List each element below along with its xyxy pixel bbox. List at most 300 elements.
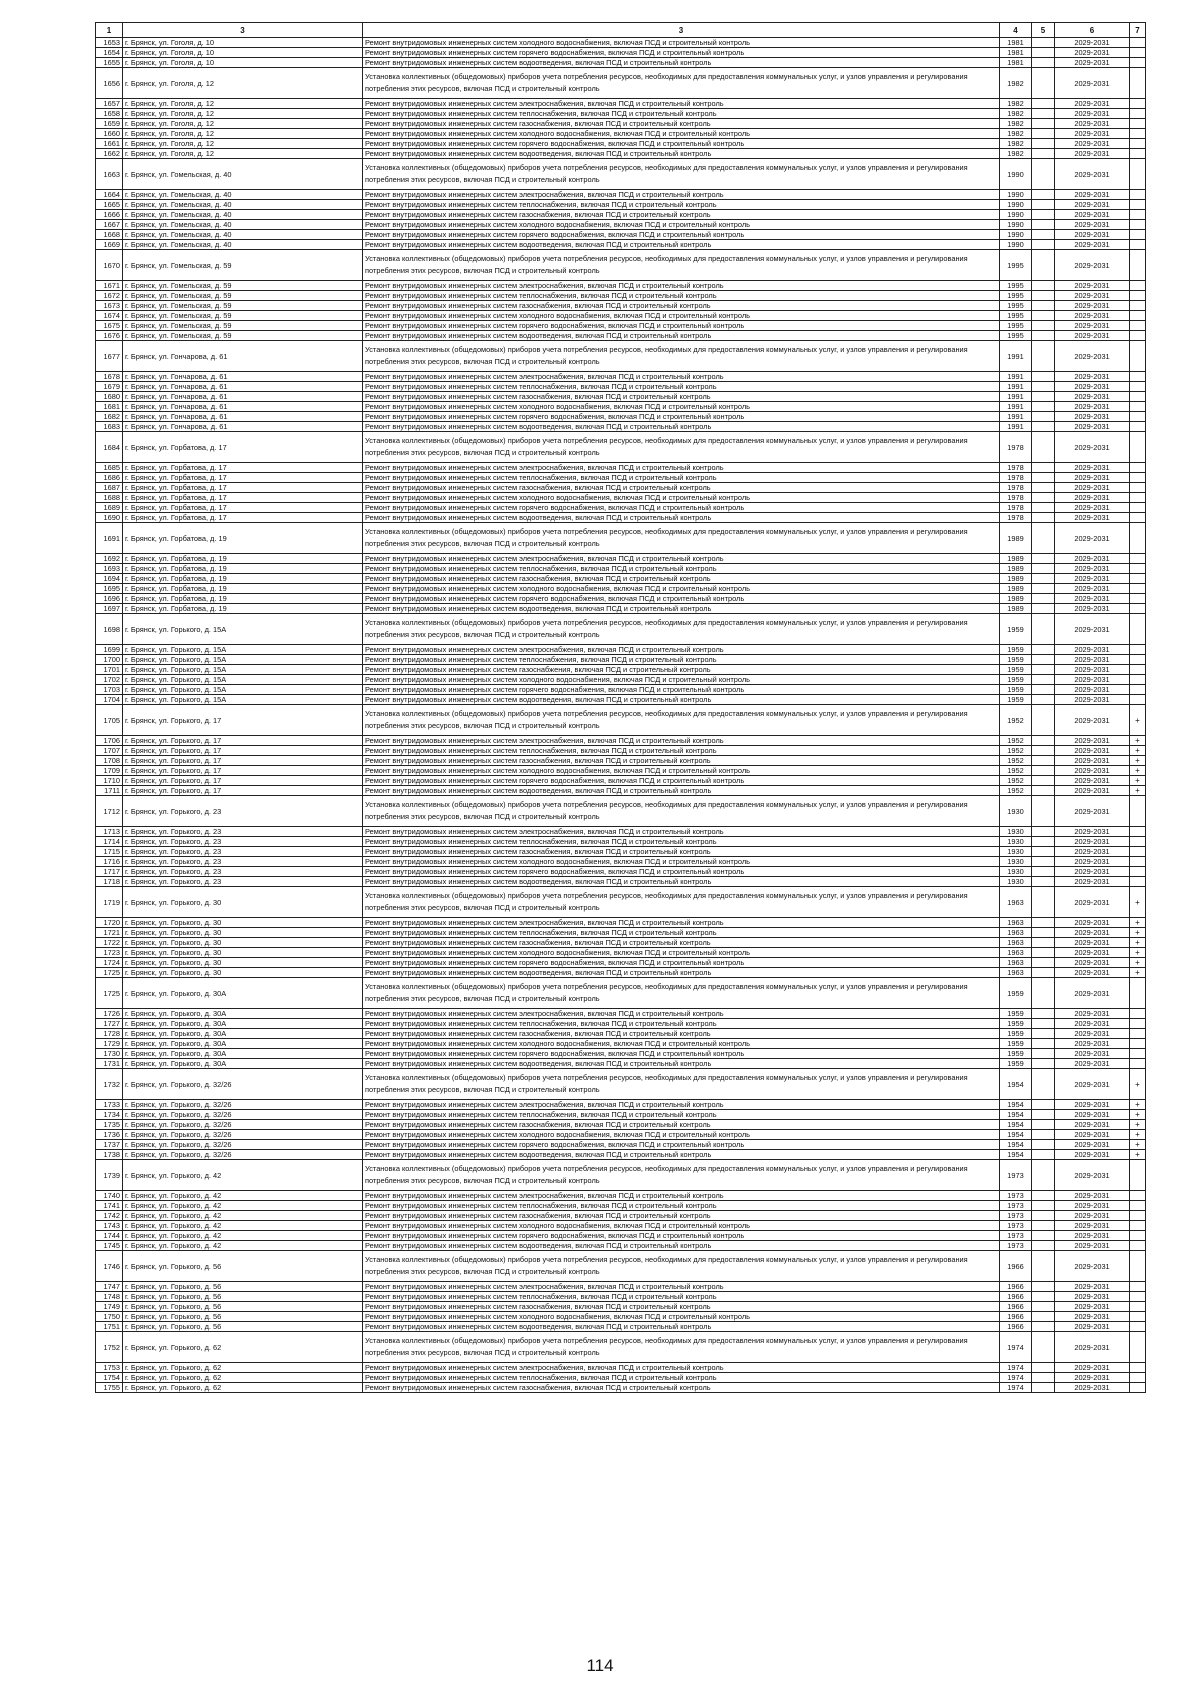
row-flag (1130, 291, 1146, 301)
row-work-type: Установка коллективных (общедомовых) приборов учета потребления ресурсов, необходимых для предоставления коммунальных услуг, и узлов управления и регулирования потребления этих ресурсов, включая ПСД и строительный контроль (363, 1160, 1000, 1191)
row-number: 1673 (96, 301, 123, 311)
row-number: 1731 (96, 1059, 123, 1069)
row-build-year: 1930 (1000, 877, 1032, 887)
row-col5 (1032, 1282, 1055, 1292)
table-row (96, 847, 1146, 857)
row-address: г. Брянск, ул. Горбатова, д. 17 (123, 473, 363, 483)
row-period: 2029-2031 (1055, 1019, 1130, 1029)
row-col5 (1032, 564, 1055, 574)
row-build-year: 1966 (1000, 1251, 1032, 1282)
row-work-type: Установка коллективных (общедомовых) приборов учета потребления ресурсов, необходимых для предоставления коммунальных услуг, и узлов управления и регулирования потребления этих ресурсов, включая ПСД и строительный контроль (363, 250, 1000, 281)
row-period: 2029-2031 (1055, 1201, 1130, 1211)
header-cell-address: 3 (123, 23, 363, 38)
row-work-type: Ремонт внутридомовых инженерных систем электроснабжения, включая ПСД и строительный контроль (363, 281, 1000, 291)
row-work-type: Установка коллективных (общедомовых) приборов учета потребления ресурсов, необходимых для предоставления коммунальных услуг, и узлов управления и регулирования потребления этих ресурсов, включая ПСД и строительный контроль (363, 159, 1000, 190)
row-work-type: Установка коллективных (общедомовых) приборов учета потребления ресурсов, необходимых для предоставления коммунальных услуг, и узлов управления и регулирования потребления этих ресурсов, включая ПСД и строительный контроль (363, 68, 1000, 99)
row-period: 2029-2031 (1055, 1383, 1130, 1393)
table-row (96, 48, 1146, 58)
row-number: 1690 (96, 513, 123, 523)
row-period: 2029-2031 (1055, 1039, 1130, 1049)
row-number: 1691 (96, 523, 123, 554)
row-build-year: 1959 (1000, 685, 1032, 695)
row-build-year: 1966 (1000, 1312, 1032, 1322)
row-col5 (1032, 928, 1055, 938)
row-address: г. Брянск, ул. Гомельская, д. 40 (123, 200, 363, 210)
row-build-year: 1991 (1000, 402, 1032, 412)
row-work-type: Ремонт внутридомовых инженерных систем теплоснабжения, включая ПСД и строительный контроль (363, 564, 1000, 574)
row-work-type: Ремонт внутридомовых инженерных систем теплоснабжения, включая ПСД и строительный контроль (363, 109, 1000, 119)
row-number: 1744 (96, 1231, 123, 1241)
table-row (96, 1383, 1146, 1393)
row-col5 (1032, 392, 1055, 402)
row-period: 2029-2031 (1055, 938, 1130, 948)
row-number: 1717 (96, 867, 123, 877)
row-number: 1747 (96, 1282, 123, 1292)
row-period: 2029-2031 (1055, 1241, 1130, 1251)
table-row (96, 301, 1146, 311)
row-work-type: Установка коллективных (общедомовых) приборов учета потребления ресурсов, необходимых для предоставления коммунальных услуг, и узлов управления и регулирования потребления этих ресурсов, включая ПСД и строительный контроль (363, 432, 1000, 463)
header-cell-work: 3 (363, 23, 1000, 38)
row-build-year: 1995 (1000, 321, 1032, 331)
row-address: г. Брянск, ул. Гоголя, д. 12 (123, 68, 363, 99)
row-number: 1705 (96, 705, 123, 736)
row-period: 2029-2031 (1055, 473, 1130, 483)
row-build-year: 1974 (1000, 1383, 1032, 1393)
table-row (96, 1140, 1146, 1150)
row-flag: + (1130, 756, 1146, 766)
row-build-year: 1989 (1000, 584, 1032, 594)
row-address: г. Брянск, ул. Гончарова, д. 61 (123, 402, 363, 412)
row-build-year: 1982 (1000, 129, 1032, 139)
row-period: 2029-2031 (1055, 503, 1130, 513)
row-address: г. Брянск, ул. Гончарова, д. 61 (123, 422, 363, 432)
row-flag: + (1130, 746, 1146, 756)
row-build-year: 1995 (1000, 331, 1032, 341)
header-row (96, 23, 1146, 38)
row-address: г. Брянск, ул. Горького, д. 32/26 (123, 1110, 363, 1120)
row-build-year: 1990 (1000, 159, 1032, 190)
row-build-year: 1989 (1000, 564, 1032, 574)
table-row (96, 119, 1146, 129)
row-flag (1130, 99, 1146, 109)
row-work-type: Ремонт внутридомовых инженерных систем холодного водоснабжения, включая ПСД и строительный контроль (363, 584, 1000, 594)
row-build-year: 1989 (1000, 554, 1032, 564)
row-work-type: Ремонт внутридомовых инженерных систем электроснабжения, включая ПСД и строительный контроль (363, 827, 1000, 837)
row-address: г. Брянск, ул. Горького, д. 23 (123, 867, 363, 877)
table-row (96, 281, 1146, 291)
row-build-year: 1952 (1000, 786, 1032, 796)
row-period: 2029-2031 (1055, 331, 1130, 341)
row-flag (1130, 1312, 1146, 1322)
row-address: г. Брянск, ул. Горького, д. 56 (123, 1292, 363, 1302)
row-address: г. Брянск, ул. Гомельская, д. 59 (123, 301, 363, 311)
row-flag (1130, 1322, 1146, 1332)
row-work-type: Ремонт внутридомовых инженерных систем водоотведения, включая ПСД и строительный контроль (363, 604, 1000, 614)
row-period: 2029-2031 (1055, 321, 1130, 331)
row-flag (1130, 554, 1146, 564)
row-number: 1653 (96, 38, 123, 48)
table-row (96, 675, 1146, 685)
row-address: г. Брянск, ул. Горького, д. 23 (123, 827, 363, 837)
row-number: 1715 (96, 847, 123, 857)
row-build-year: 1974 (1000, 1332, 1032, 1363)
row-number: 1667 (96, 220, 123, 230)
row-build-year: 1959 (1000, 675, 1032, 685)
row-build-year: 1959 (1000, 645, 1032, 655)
row-flag (1130, 159, 1146, 190)
row-address: г. Брянск, ул. Гомельская, д. 59 (123, 311, 363, 321)
row-number: 1720 (96, 918, 123, 928)
row-col5 (1032, 463, 1055, 473)
row-address: г. Брянск, ул. Горького, д. 56 (123, 1312, 363, 1322)
row-work-type: Ремонт внутридомовых инженерных систем теплоснабжения, включая ПСД и строительный контроль (363, 200, 1000, 210)
row-col5 (1032, 483, 1055, 493)
table-row (96, 402, 1146, 412)
table-row (96, 1282, 1146, 1292)
row-build-year: 1959 (1000, 1059, 1032, 1069)
table-row (96, 250, 1146, 281)
table-row (96, 978, 1146, 1009)
row-address: г. Брянск, ул. Горького, д. 30А (123, 1049, 363, 1059)
row-col5 (1032, 402, 1055, 412)
table-row (96, 756, 1146, 766)
row-build-year: 1963 (1000, 928, 1032, 938)
table-row (96, 311, 1146, 321)
row-address: г. Брянск, ул. Горького, д. 15А (123, 665, 363, 675)
row-flag (1130, 837, 1146, 847)
row-build-year: 1930 (1000, 867, 1032, 877)
row-flag: + (1130, 887, 1146, 918)
row-col5 (1032, 837, 1055, 847)
row-flag (1130, 796, 1146, 827)
row-col5 (1032, 159, 1055, 190)
row-period: 2029-2031 (1055, 756, 1130, 766)
table-row (96, 422, 1146, 432)
row-period: 2029-2031 (1055, 230, 1130, 240)
row-build-year: 1978 (1000, 503, 1032, 513)
row-work-type: Установка коллективных (общедомовых) приборов учета потребления ресурсов, необходимых для предоставления коммунальных услуг, и узлов управления и регулирования потребления этих ресурсов, включая ПСД и строительный контроль (363, 978, 1000, 1009)
row-build-year: 1995 (1000, 301, 1032, 311)
row-build-year: 1982 (1000, 139, 1032, 149)
table-row (96, 331, 1146, 341)
row-flag (1130, 341, 1146, 372)
row-col5 (1032, 1332, 1055, 1363)
row-col5 (1032, 604, 1055, 614)
row-flag (1130, 1009, 1146, 1019)
row-address: г. Брянск, ул. Горбатова, д. 17 (123, 432, 363, 463)
row-build-year: 1954 (1000, 1069, 1032, 1100)
table-row (96, 705, 1146, 736)
table-row (96, 655, 1146, 665)
row-work-type: Ремонт внутридомовых инженерных систем газоснабжения, включая ПСД и строительный контроль (363, 1120, 1000, 1130)
row-build-year: 1973 (1000, 1191, 1032, 1201)
row-flag (1130, 564, 1146, 574)
row-build-year: 1963 (1000, 938, 1032, 948)
row-period: 2029-2031 (1055, 38, 1130, 48)
row-number: 1704 (96, 695, 123, 705)
row-build-year: 1981 (1000, 38, 1032, 48)
row-flag (1130, 614, 1146, 645)
row-col5 (1032, 1110, 1055, 1120)
row-address: г. Брянск, ул. Горбатова, д. 19 (123, 523, 363, 554)
row-flag (1130, 1029, 1146, 1039)
row-period: 2029-2031 (1055, 645, 1130, 655)
row-col5 (1032, 594, 1055, 604)
row-number: 1734 (96, 1110, 123, 1120)
row-work-type: Ремонт внутридомовых инженерных систем холодного водоснабжения, включая ПСД и строительный контроль (363, 311, 1000, 321)
row-flag: + (1130, 938, 1146, 948)
row-period: 2029-2031 (1055, 766, 1130, 776)
table-row (96, 493, 1146, 503)
row-number: 1706 (96, 736, 123, 746)
table-row (96, 1241, 1146, 1251)
row-col5 (1032, 1029, 1055, 1039)
table-row (96, 958, 1146, 968)
row-col5 (1032, 736, 1055, 746)
row-flag (1130, 1211, 1146, 1221)
row-period: 2029-2031 (1055, 1282, 1130, 1292)
row-build-year: 1930 (1000, 827, 1032, 837)
row-build-year: 1981 (1000, 48, 1032, 58)
table-row (96, 1059, 1146, 1069)
row-number: 1694 (96, 574, 123, 584)
row-flag (1130, 281, 1146, 291)
row-work-type: Ремонт внутридомовых инженерных систем водоотведения, включая ПСД и строительный контроль (363, 240, 1000, 250)
row-address: г. Брянск, ул. Гоголя, д. 12 (123, 109, 363, 119)
row-address: г. Брянск, ул. Горького, д. 15А (123, 614, 363, 645)
row-flag (1130, 230, 1146, 240)
table-row (96, 139, 1146, 149)
row-build-year: 1963 (1000, 948, 1032, 958)
row-build-year: 1978 (1000, 432, 1032, 463)
row-flag (1130, 210, 1146, 220)
table-row (96, 523, 1146, 554)
row-number: 1680 (96, 392, 123, 402)
row-period: 2029-2031 (1055, 240, 1130, 250)
row-work-type: Ремонт внутридомовых инженерных систем горячего водоснабжения, включая ПСД и строительный контроль (363, 503, 1000, 513)
row-work-type: Ремонт внутридомовых инженерных систем горячего водоснабжения, включая ПСД и строительный контроль (363, 1231, 1000, 1241)
row-period: 2029-2031 (1055, 1049, 1130, 1059)
row-col5 (1032, 1231, 1055, 1241)
row-number: 1698 (96, 614, 123, 645)
table-row (96, 685, 1146, 695)
row-period: 2029-2031 (1055, 1009, 1130, 1019)
row-flag (1130, 1251, 1146, 1282)
row-number: 1723 (96, 948, 123, 958)
table-row (96, 877, 1146, 887)
row-address: г. Брянск, ул. Горбатова, д. 19 (123, 594, 363, 604)
row-period: 2029-2031 (1055, 968, 1130, 978)
row-flag: + (1130, 1100, 1146, 1110)
row-build-year: 1966 (1000, 1302, 1032, 1312)
row-flag (1130, 827, 1146, 837)
row-work-type: Ремонт внутридомовых инженерных систем холодного водоснабжения, включая ПСД и строительный контроль (363, 220, 1000, 230)
row-address: г. Брянск, ул. Горького, д. 30А (123, 978, 363, 1009)
row-flag (1130, 311, 1146, 321)
row-number: 1719 (96, 887, 123, 918)
header-cell-flag: 7 (1130, 23, 1146, 38)
row-col5 (1032, 1373, 1055, 1383)
row-number: 1657 (96, 99, 123, 109)
row-period: 2029-2031 (1055, 695, 1130, 705)
row-work-type: Ремонт внутридомовых инженерных систем водоотведения, включая ПСД и строительный контроль (363, 695, 1000, 705)
row-address: г. Брянск, ул. Гоголя, д. 12 (123, 129, 363, 139)
row-period: 2029-2031 (1055, 978, 1130, 1009)
row-number: 1677 (96, 341, 123, 372)
table-row (96, 463, 1146, 473)
table-row (96, 341, 1146, 372)
row-work-type: Ремонт внутридомовых инженерных систем горячего водоснабжения, включая ПСД и строительный контроль (363, 321, 1000, 331)
row-period: 2029-2031 (1055, 857, 1130, 867)
row-period: 2029-2031 (1055, 99, 1130, 109)
row-flag (1130, 1201, 1146, 1211)
row-flag (1130, 1049, 1146, 1059)
row-flag (1130, 301, 1146, 311)
row-period: 2029-2031 (1055, 796, 1130, 827)
row-build-year: 1959 (1000, 978, 1032, 1009)
row-build-year: 1982 (1000, 149, 1032, 159)
row-flag (1130, 523, 1146, 554)
row-address: г. Брянск, ул. Горького, д. 23 (123, 857, 363, 867)
row-flag (1130, 503, 1146, 513)
row-period: 2029-2031 (1055, 675, 1130, 685)
row-address: г. Брянск, ул. Горького, д. 17 (123, 766, 363, 776)
row-work-type: Ремонт внутридомовых инженерных систем водоотведения, включая ПСД и строительный контроль (363, 1322, 1000, 1332)
row-number: 1660 (96, 129, 123, 139)
row-number: 1666 (96, 210, 123, 220)
table-row (96, 837, 1146, 847)
table-row (96, 604, 1146, 614)
row-work-type: Ремонт внутридомовых инженерных систем электроснабжения, включая ПСД и строительный контроль (363, 1009, 1000, 1019)
table-row (96, 503, 1146, 513)
row-col5 (1032, 1292, 1055, 1302)
row-build-year: 1982 (1000, 99, 1032, 109)
row-number: 1738 (96, 1150, 123, 1160)
row-number: 1675 (96, 321, 123, 331)
row-number: 1668 (96, 230, 123, 240)
header-cell-period: 6 (1055, 23, 1130, 38)
row-flag (1130, 1302, 1146, 1312)
row-col5 (1032, 705, 1055, 736)
row-build-year: 1990 (1000, 220, 1032, 230)
row-work-type: Ремонт внутридомовых инженерных систем газоснабжения, включая ПСД и строительный контроль (363, 210, 1000, 220)
row-period: 2029-2031 (1055, 250, 1130, 281)
row-flag (1130, 655, 1146, 665)
row-work-type: Ремонт внутридомовых инженерных систем теплоснабжения, включая ПСД и строительный контроль (363, 382, 1000, 392)
row-build-year: 1995 (1000, 250, 1032, 281)
row-col5 (1032, 99, 1055, 109)
table-row (96, 58, 1146, 68)
table-row (96, 1019, 1146, 1029)
table-row (96, 432, 1146, 463)
row-period: 2029-2031 (1055, 493, 1130, 503)
row-col5 (1032, 372, 1055, 382)
row-col5 (1032, 1211, 1055, 1221)
row-col5 (1032, 109, 1055, 119)
row-flag (1130, 68, 1146, 99)
row-number: 1679 (96, 382, 123, 392)
row-col5 (1032, 938, 1055, 948)
row-period: 2029-2031 (1055, 1069, 1130, 1100)
row-build-year: 1982 (1000, 109, 1032, 119)
row-period: 2029-2031 (1055, 594, 1130, 604)
row-col5 (1032, 584, 1055, 594)
row-work-type: Ремонт внутридомовых инженерных систем газоснабжения, включая ПСД и строительный контроль (363, 938, 1000, 948)
row-number: 1681 (96, 402, 123, 412)
table-row (96, 1363, 1146, 1373)
row-work-type: Ремонт внутридомовых инженерных систем теплоснабжения, включая ПСД и строительный контроль (363, 1019, 1000, 1029)
table-row (96, 220, 1146, 230)
row-flag (1130, 220, 1146, 230)
row-period: 2029-2031 (1055, 564, 1130, 574)
row-col5 (1032, 1363, 1055, 1373)
row-col5 (1032, 1322, 1055, 1332)
row-number: 1736 (96, 1130, 123, 1140)
row-period: 2029-2031 (1055, 827, 1130, 837)
table-row (96, 1191, 1146, 1201)
row-period: 2029-2031 (1055, 190, 1130, 200)
row-col5 (1032, 220, 1055, 230)
row-flag (1130, 190, 1146, 200)
row-build-year: 1991 (1000, 341, 1032, 372)
row-col5 (1032, 250, 1055, 281)
row-address: г. Брянск, ул. Горького, д. 30А (123, 1009, 363, 1019)
row-flag (1130, 1373, 1146, 1383)
row-col5 (1032, 513, 1055, 523)
row-number: 1755 (96, 1383, 123, 1393)
row-number: 1749 (96, 1302, 123, 1312)
row-number: 1686 (96, 473, 123, 483)
row-work-type: Ремонт внутридомовых инженерных систем теплоснабжения, включая ПСД и строительный контроль (363, 837, 1000, 847)
row-period: 2029-2031 (1055, 1160, 1130, 1191)
row-col5 (1032, 1049, 1055, 1059)
row-build-year: 1981 (1000, 58, 1032, 68)
table-row (96, 210, 1146, 220)
table-row (96, 190, 1146, 200)
row-build-year: 1989 (1000, 604, 1032, 614)
row-flag (1130, 119, 1146, 129)
row-build-year: 1995 (1000, 281, 1032, 291)
row-build-year: 1978 (1000, 483, 1032, 493)
row-work-type: Ремонт внутридомовых инженерных систем горячего водоснабжения, включая ПСД и строительный контроль (363, 867, 1000, 877)
row-flag: + (1130, 705, 1146, 736)
row-work-type: Ремонт внутридомовых инженерных систем теплоснабжения, включая ПСД и строительный контроль (363, 291, 1000, 301)
row-number: 1727 (96, 1019, 123, 1029)
row-work-type: Установка коллективных (общедомовых) приборов учета потребления ресурсов, необходимых для предоставления коммунальных услуг, и узлов управления и регулирования потребления этих ресурсов, включая ПСД и строительный контроль (363, 887, 1000, 918)
row-col5 (1032, 847, 1055, 857)
row-col5 (1032, 1383, 1055, 1393)
row-flag (1130, 432, 1146, 463)
row-work-type: Ремонт внутридомовых инженерных систем газоснабжения, включая ПСД и строительный контроль (363, 847, 1000, 857)
row-work-type: Ремонт внутридомовых инженерных систем холодного водоснабжения, включая ПСД и строительный контроль (363, 857, 1000, 867)
table-row (96, 614, 1146, 645)
row-flag: + (1130, 1140, 1146, 1150)
row-address: г. Брянск, ул. Горького, д. 42 (123, 1160, 363, 1191)
row-work-type: Ремонт внутридомовых инженерных систем горячего водоснабжения, включая ПСД и строительный контроль (363, 685, 1000, 695)
row-period: 2029-2031 (1055, 1221, 1130, 1231)
row-address: г. Брянск, ул. Горького, д. 17 (123, 736, 363, 746)
row-work-type: Ремонт внутридомовых инженерных систем теплоснабжения, включая ПСД и строительный контроль (363, 746, 1000, 756)
table-row (96, 766, 1146, 776)
row-build-year: 1991 (1000, 382, 1032, 392)
row-work-type: Ремонт внутридомовых инженерных систем холодного водоснабжения, включая ПСД и строительный контроль (363, 402, 1000, 412)
row-address: г. Брянск, ул. Гомельская, д. 59 (123, 281, 363, 291)
row-number: 1737 (96, 1140, 123, 1150)
row-col5 (1032, 756, 1055, 766)
row-col5 (1032, 685, 1055, 695)
row-period: 2029-2031 (1055, 1100, 1130, 1110)
table-row (96, 1009, 1146, 1019)
